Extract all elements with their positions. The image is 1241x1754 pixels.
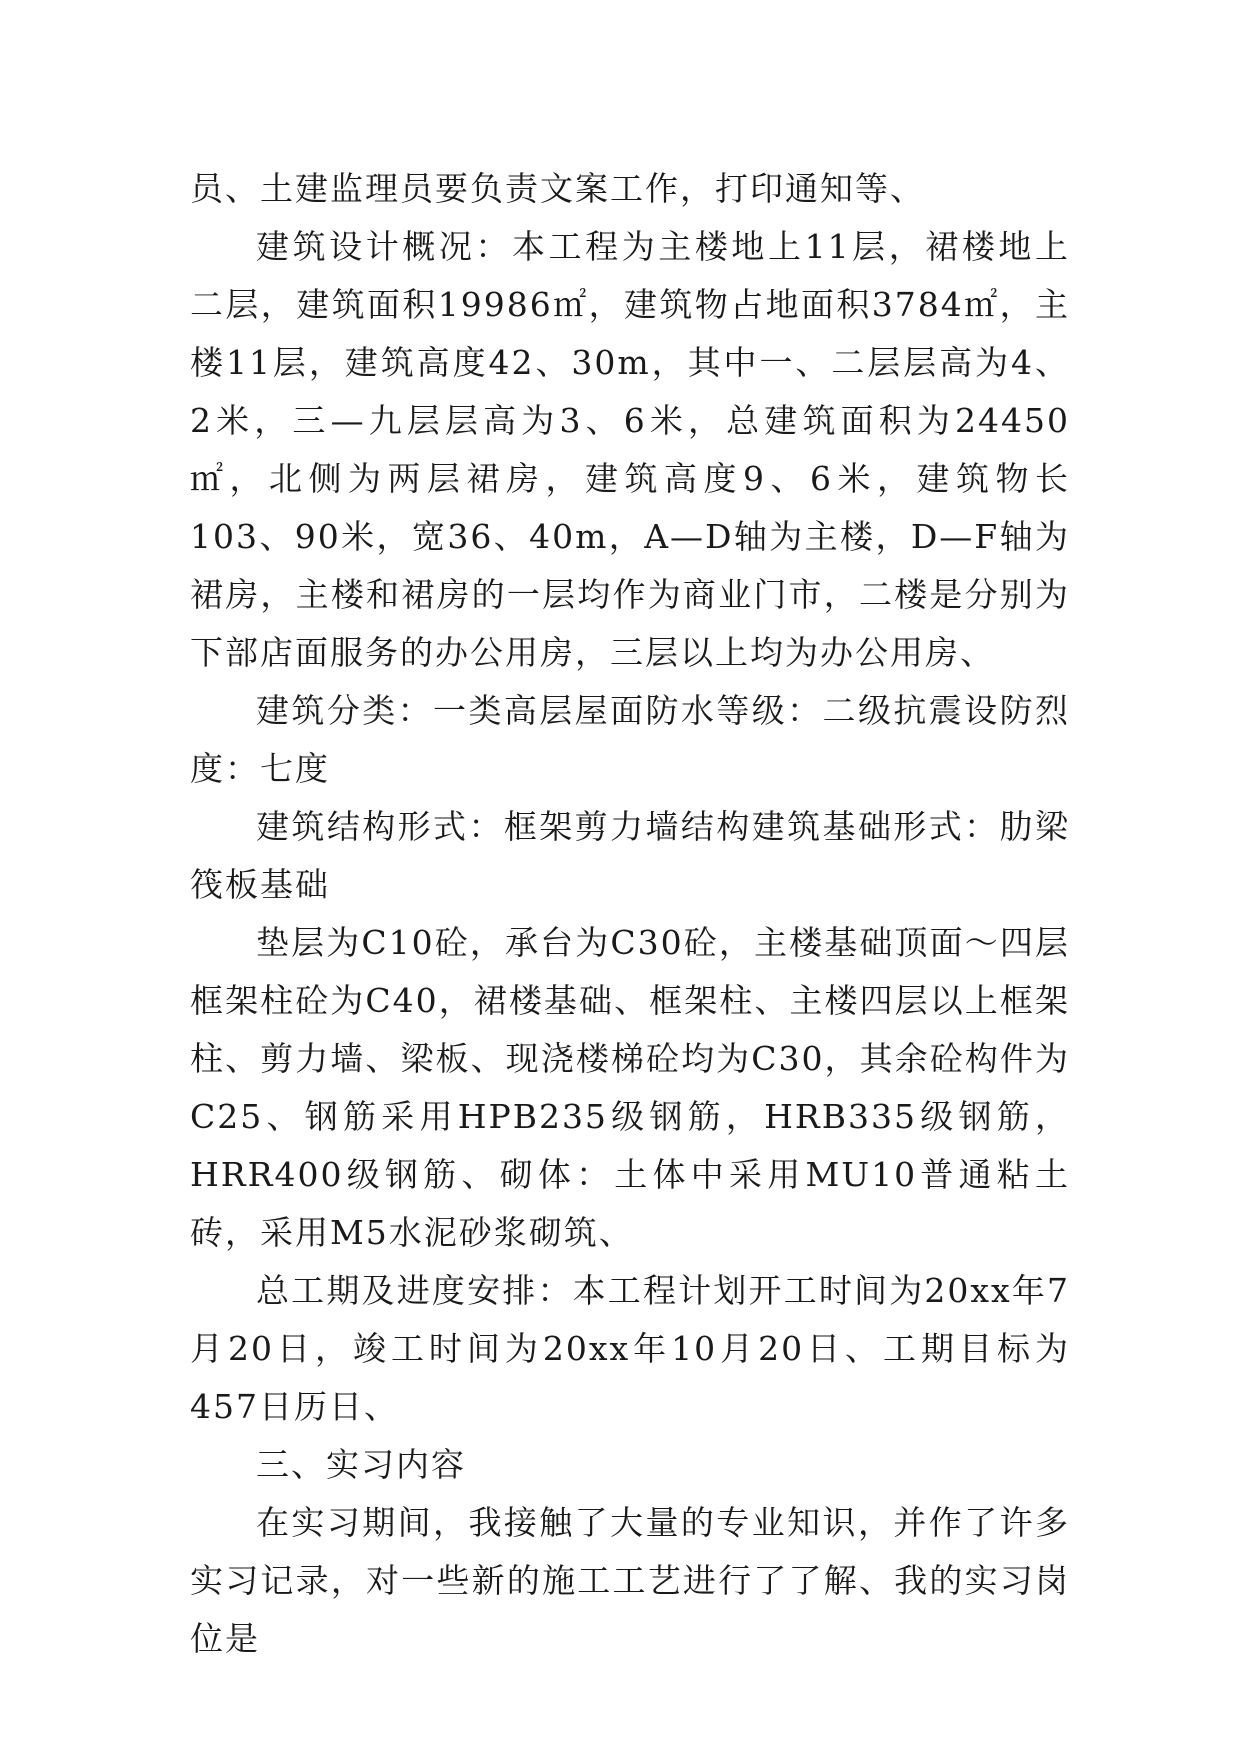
paragraph-design-overview: 建筑设计概况：本工程为主楼地上11层，裙楼地上二层，建筑面积19986㎡，建筑物占地面积3784㎡，主楼11层，建筑高度42、30m，其中一、二层层高为4、2米，三—九层层高为3、6米，总建筑面积为24450㎡，北侧为两层裙房，建筑高度9、6米，建筑物长103、90米，宽36、40m，A—D轴为主楼，D—F轴为裙房，主楼和裙房的一层均作为商业门市，二楼是分别为下部店面服务的办公用房，三层以上均为办公用房、 [190, 227, 1070, 672]
paragraph-classification: 建筑分类：一类高层屋面防水等级：二级抗震设防烈度：七度 [190, 691, 1070, 788]
paragraph-schedule: 总工期及进度安排：本工程计划开工时间为20xx年7月20日，竣工时间为20xx年10月20日、工期目标为457日历日、 [190, 1271, 1070, 1426]
document-body [190, 160, 1070, 1668]
paragraph-materials: 垫层为C10砼，承台为C30砼，主楼基础顶面～四层框架柱砼为C40，裙楼基础、框架柱、主楼四层以上框架柱、剪力墙、梁板、现浇楼梯砼均为C30，其余砼构件为C25、钢筋采用HPB235级钢筋，HRB335级钢筋，HRR400级钢筋、砌体：土体中采用MU10普通粘土砖，采用M5水泥砂浆砌筑、 [190, 923, 1070, 1252]
paragraph-internship-content: 在实习期间，我接触了大量的专业知识，并作了许多实习记录，对一些新的施工工艺进行了了解、我的实习岗位是 [190, 1503, 1070, 1658]
paragraph-structure-form: 建筑结构形式：框架剪力墙结构建筑基础形式：肋梁筏板基础 [190, 807, 1070, 904]
paragraph-continuation: 员、土建监理员要负责文案工作，打印通知等、 [190, 169, 925, 208]
section-heading: 三、实习内容 [256, 1445, 466, 1484]
